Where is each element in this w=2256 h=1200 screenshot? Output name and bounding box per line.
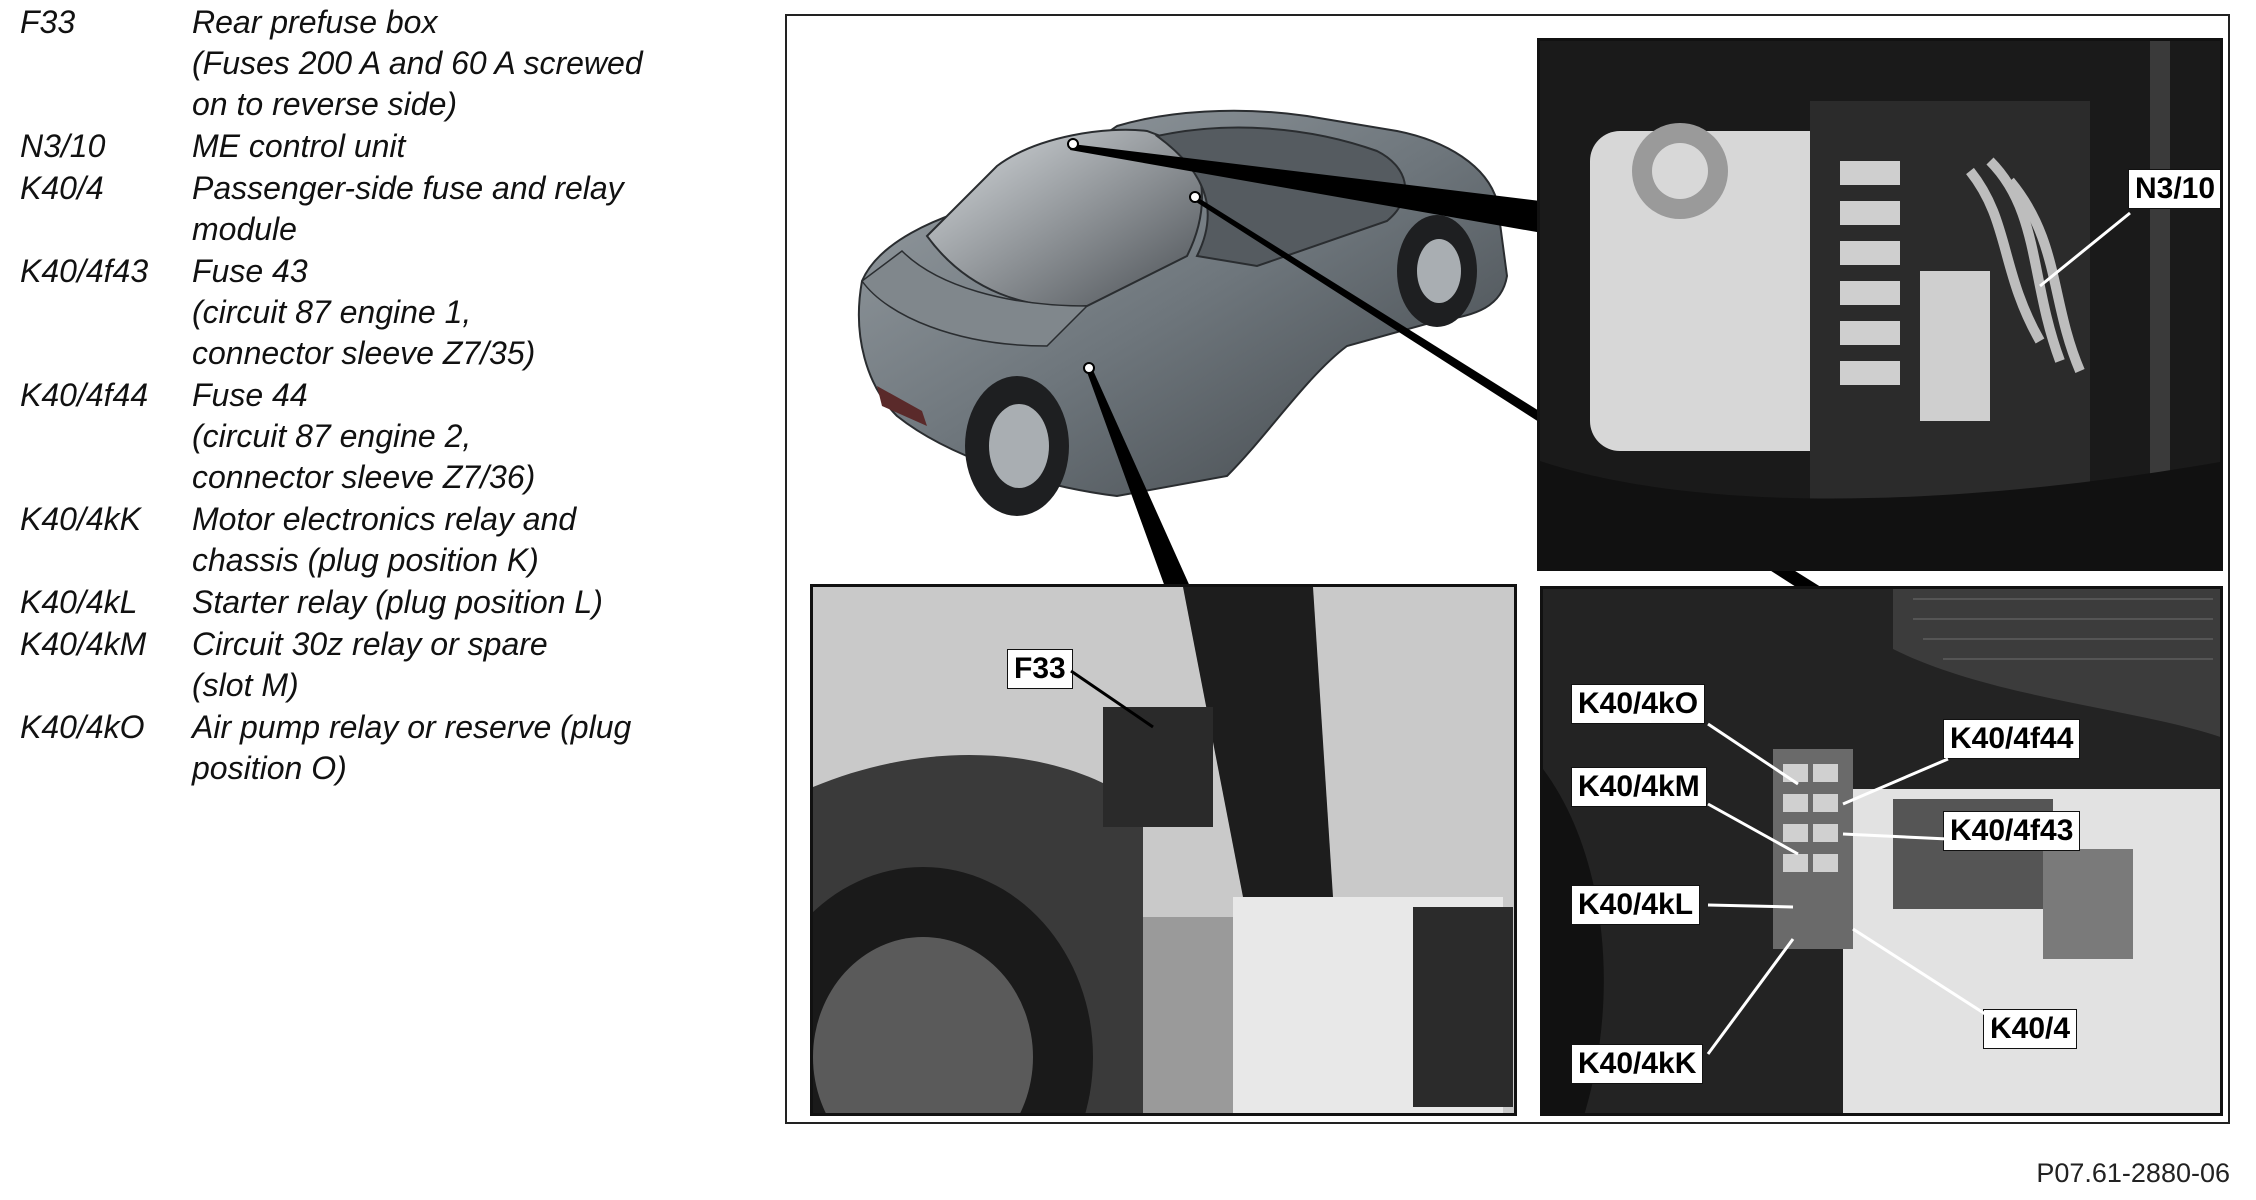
legend-code: K40/4kK bbox=[20, 501, 141, 537]
legend-description: Passenger-side fuse and relay module bbox=[192, 170, 624, 247]
label-n3-10: N3/10 bbox=[2128, 169, 2222, 209]
legend-description: ME control unit bbox=[192, 128, 406, 164]
legend-code: K40/4kL bbox=[20, 584, 138, 620]
label-k40-4km: K40/4kM bbox=[1571, 767, 1707, 807]
label-k40-4: K40/4 bbox=[1983, 1009, 2077, 1049]
legend-code: K40/4f43 bbox=[20, 253, 149, 289]
legend-description: Rear prefuse box (Fuses 200 A and 60 A screwed on to reverse side) bbox=[192, 4, 643, 122]
figure-frame bbox=[785, 14, 2230, 1124]
legend-code: N3/10 bbox=[20, 128, 106, 164]
leader-n3-10 bbox=[1540, 41, 2223, 571]
legend-row bbox=[20, 126, 760, 167]
fuse-module-photo bbox=[1540, 586, 2223, 1116]
legend-row bbox=[20, 168, 760, 250]
legend-description: Fuse 43 (circuit 87 engine 1, connector sleeve Z7/35) bbox=[192, 253, 536, 371]
label-k40-4f43: K40/4f43 bbox=[1943, 811, 2080, 851]
legend-code: K40/4 bbox=[20, 170, 104, 206]
legend-description: Fuse 44 (circuit 87 engine 2, connector sleeve Z7/36) bbox=[192, 377, 536, 495]
leader-f33 bbox=[813, 587, 1517, 1116]
label-k40-4ko: K40/4kO bbox=[1571, 684, 1705, 724]
legend-description: Motor electronics relay and chassis (plug position K) bbox=[192, 501, 577, 578]
legend-list bbox=[20, 2, 760, 790]
legend-code: K40/4kM bbox=[20, 626, 147, 662]
legend-row bbox=[20, 251, 760, 374]
legend-description: Air pump relay or reserve (plug position O) bbox=[192, 709, 632, 786]
engine-bay-photo bbox=[1537, 38, 2223, 571]
legend-row bbox=[20, 2, 760, 125]
label-f33: F33 bbox=[1007, 649, 1073, 689]
legend-code: K40/4kO bbox=[20, 709, 145, 745]
legend-row bbox=[20, 582, 760, 623]
figure-id: P07.61-2880-06 bbox=[2036, 1158, 2230, 1188]
legend-code: F33 bbox=[20, 4, 76, 40]
label-k40-4kl: K40/4kL bbox=[1571, 885, 1700, 925]
label-k40-4kk: K40/4kK bbox=[1571, 1044, 1703, 1084]
legend-row bbox=[20, 707, 760, 789]
legend-description: Starter relay (plug position L) bbox=[192, 584, 603, 620]
fuse-module-leaders bbox=[1543, 589, 2223, 1116]
legend-row bbox=[20, 375, 760, 498]
trunk-photo bbox=[810, 584, 1517, 1116]
legend-row bbox=[20, 499, 760, 581]
legend-row bbox=[20, 624, 760, 706]
label-k40-4f44: K40/4f44 bbox=[1943, 719, 2080, 759]
legend-description: Circuit 30z relay or spare (slot M) bbox=[192, 626, 548, 703]
legend-code: K40/4f44 bbox=[20, 377, 149, 413]
